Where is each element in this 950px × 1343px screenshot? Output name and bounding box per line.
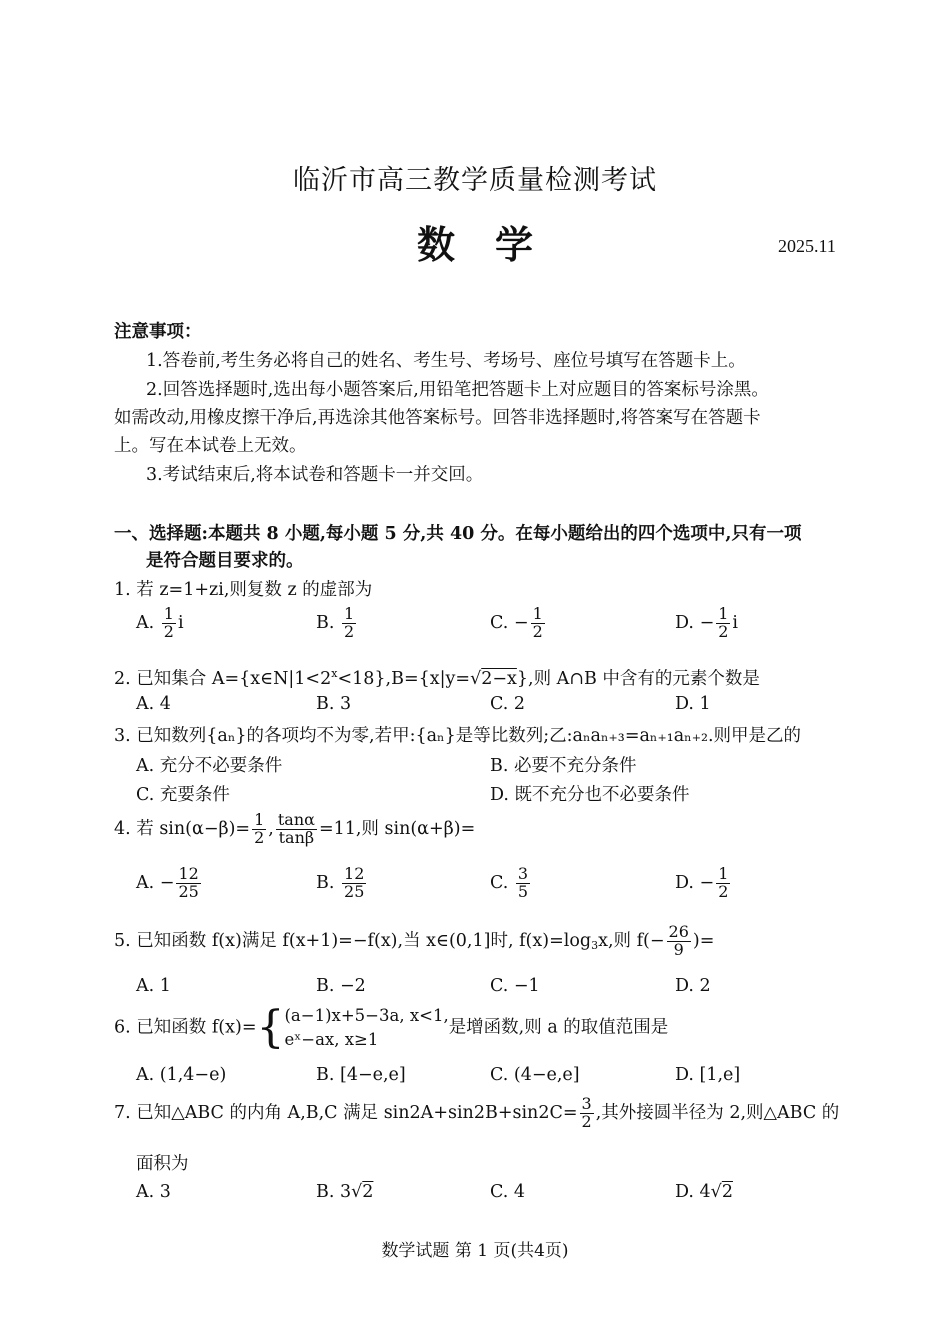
q1-d-den: 2 (718, 621, 729, 641)
q4-b-fraction (342, 866, 366, 901)
q1-d-sign: − (699, 612, 715, 633)
q4-option-a (136, 866, 203, 901)
q7-d-label: D. 4 (675, 1182, 711, 1202)
q6-stem-pre: 6. 已知函数 f(x)= (114, 1017, 257, 1038)
q4-stem-pre: 4. 若 sin(α−β)= (114, 818, 251, 839)
q2-option-c: C. 2 (490, 694, 526, 714)
q4-fraction-1 (252, 812, 266, 847)
q4-d-den: 2 (718, 881, 729, 901)
q4-d-fraction (716, 866, 730, 901)
q2-stem-post: },则 A∩B 中含有的元素个数是 (516, 669, 760, 689)
q4-a-num: 12 (178, 864, 199, 883)
q2-stem-sup: x (331, 667, 338, 680)
q6-stem-post: 是增函数,则 a 的取值范围是 (448, 1017, 669, 1038)
q4-b-label: B. (316, 872, 335, 893)
q2-stem-pre: 2. 已知集合 A={x∈N|1<2 (114, 669, 332, 689)
q2-option-d: D. 1 (675, 694, 711, 714)
q4-d-num: 1 (718, 864, 729, 883)
q3-option-b: B. 必要不充分条件 (490, 756, 637, 776)
q1-d-num: 1 (718, 604, 729, 623)
q4-option-d (675, 866, 732, 901)
question-3-stem: 3. 已知数列{aₙ}的各项均不为零,若甲:{aₙ}是等比数列;乙:aₙaₙ₊₃=aₙ₊₁aₙ₊₂.则甲是乙的 (114, 726, 802, 746)
q1-c-sign: − (513, 612, 529, 633)
q5-stem-sub: 3 (591, 938, 599, 952)
q4-f1-den: 2 (254, 827, 265, 847)
subject-title: 数学 (416, 222, 573, 267)
q2-sqrt-body: 2−x (481, 669, 517, 689)
q1-c-num: 1 (532, 604, 543, 623)
q1-b-den: 2 (344, 621, 355, 641)
q5-stem-post: )= (692, 930, 715, 951)
q2-sqrt-sign: √ (470, 669, 482, 689)
page-footer: 数学试题 第 1 页(共4页) (381, 1241, 569, 1261)
q7-f-num: 3 (581, 1094, 592, 1113)
q5-option-a: A. 1 (136, 976, 171, 996)
q4-option-c (490, 866, 532, 901)
q6-piecewise (285, 1004, 449, 1052)
q6-option-b: B. [4−e,e] (316, 1065, 406, 1085)
q1-d-tail: i (732, 612, 739, 633)
q6-option-d: D. [1,e] (675, 1065, 741, 1085)
q1-a-fraction (162, 606, 176, 641)
q2-option-a: A. 4 (136, 694, 171, 714)
q4-option-b (316, 866, 368, 901)
q6-option-a: A. (1,4−e) (136, 1065, 227, 1085)
question-5-stem (114, 924, 714, 959)
q5-option-d: D. 2 (675, 976, 711, 996)
q1-a-num: 1 (163, 604, 174, 623)
q7-b-sqrt-body: 2 (362, 1182, 374, 1202)
q1-a-den: 2 (163, 621, 174, 641)
section-heading-line-1: 一、选择题:本题共 8 小题,每小题 5 分,共 40 分。在每小题给出的四个选项中,只有一项 (114, 524, 802, 544)
exam-title: 临沂市高三教学质量检测考试 (293, 165, 657, 196)
q3-option-a: A. 充分不必要条件 (136, 756, 283, 776)
q4-b-den: 25 (344, 881, 365, 901)
q5-option-c: C. −1 (490, 976, 540, 996)
q4-b-num: 12 (344, 864, 365, 883)
q4-c-label: C. (490, 872, 509, 893)
q7-f-den: 2 (581, 1111, 592, 1131)
notice-item-1: 1.答卷前,考生务必将自己的姓名、考生号、考场号、座位号填写在答题卡上。 (146, 351, 746, 371)
q4-d-label: D. − (675, 872, 715, 893)
q7-option-a: A. 3 (136, 1182, 171, 1202)
q1-option-c (490, 606, 547, 641)
notice-heading: 注意事项： (114, 322, 202, 342)
q4-stem-post: =11,则 sin(α+β)= (318, 818, 476, 839)
notice-item-2-line-1: 2.回答选择题时,选出每小题答案后,用铅笔把答题卡上对应题目的答案标号涂黑。 (146, 380, 769, 400)
q4-f2-num: tanα (277, 810, 315, 829)
question-2-stem (114, 665, 760, 690)
q6-piece-2: eˣ−ax, x≥1 (284, 1029, 379, 1049)
q1-d-fraction (716, 606, 730, 641)
q5-fraction (667, 924, 691, 959)
q7-d-sqrt-sign: √ (710, 1182, 722, 1202)
q4-f2-den: tanβ (278, 827, 315, 847)
q7-stem-pre: 7. 已知△ABC 的内角 A,B,C 满足 sin2A+sin2B+sin2C= (114, 1102, 578, 1123)
q5-stem-pre: 5. 已知函数 f(x)满足 f(x+1)=−f(x),当 x∈(0,1]时, f(x)=log (114, 930, 592, 951)
q1-c-label: C. (490, 612, 509, 633)
q4-fraction-2 (276, 812, 317, 847)
q4-c-den: 5 (517, 881, 529, 901)
q1-c-den: 2 (532, 621, 543, 641)
q1-option-a (136, 606, 184, 641)
question-6-stem (114, 1001, 669, 1053)
q7-b-label: B. 3 (316, 1182, 352, 1202)
q1-c-fraction (531, 606, 545, 641)
question-1-stem: 1. 若 z=1+zi,则复数 z 的虚部为 (114, 580, 373, 600)
q5-f-den: 9 (673, 939, 684, 959)
q6-piece-1: (a−1)x+5−3a, x<1, (284, 1006, 449, 1025)
q1-a-label: A. (136, 612, 155, 633)
question-7-stem (114, 1096, 839, 1131)
q7-b-sqrt-sign: √ (351, 1182, 363, 1202)
q1-b-fraction (342, 606, 356, 641)
q6-option-c: C. (4−e,e] (490, 1065, 580, 1085)
q4-a-fraction (176, 866, 200, 901)
q7-fraction (580, 1096, 594, 1131)
q5-stem-mid: x,则 f(− (598, 930, 665, 951)
q1-option-d (675, 606, 738, 641)
q7-stem-post: ,其外接圆半径为 2,则△ABC 的 (595, 1102, 840, 1123)
q7-option-b (316, 1182, 373, 1202)
q3-option-d: D. 既不充分也不必要条件 (490, 785, 690, 805)
q4-f1-num: 1 (254, 810, 265, 829)
q5-option-b: B. −2 (316, 976, 366, 996)
q1-a-tail: i (177, 612, 184, 633)
q1-d-label: D. (675, 612, 694, 633)
q4-a-label: A. − (136, 872, 175, 893)
q2-stem-mid: <18},B={x|y= (337, 669, 471, 689)
q1-b-num: 1 (344, 604, 355, 623)
q1-b-label: B. (316, 612, 335, 633)
section-heading-line-2: 是符合题目要求的。 (146, 551, 304, 571)
q6-brace: { (256, 1001, 285, 1053)
q7-option-c: C. 4 (490, 1182, 526, 1202)
question-7-stem-line-2: 面积为 (136, 1154, 189, 1174)
exam-date: 2025.11 (778, 236, 836, 256)
q4-c-num: 3 (517, 864, 529, 883)
notice-item-3: 3.考试结束后,将本试卷和答题卡一并交回。 (146, 465, 484, 485)
q4-a-den: 25 (178, 881, 199, 901)
q5-f-num: 26 (668, 922, 689, 941)
notice-item-2-line-3: 上。写在本试卷上无效。 (114, 436, 307, 456)
q3-option-c: C. 充要条件 (136, 785, 230, 805)
notice-item-2-line-2: 如需改动,用橡皮擦干净后,再选涂其他答案标号。回答非选择题时,将答案写在答题卡 (114, 408, 761, 428)
q7-option-d (675, 1182, 733, 1202)
q7-d-sqrt-body: 2 (721, 1182, 733, 1202)
question-4-stem (114, 812, 475, 847)
q2-option-b: B. 3 (316, 694, 352, 714)
q1-option-b (316, 606, 358, 641)
q4-comma: , (268, 818, 274, 839)
q4-c-fraction (516, 866, 530, 901)
